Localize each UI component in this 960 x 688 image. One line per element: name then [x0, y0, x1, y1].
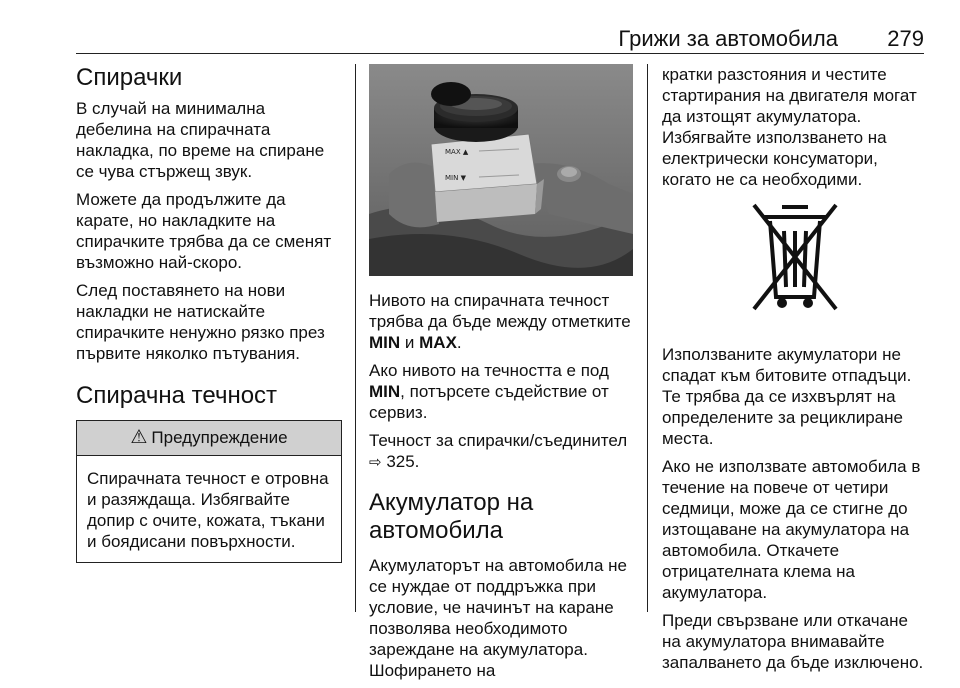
- warning-title: Предупреждение: [151, 428, 288, 447]
- text-run: и: [404, 333, 415, 352]
- warning-box: [76, 420, 342, 563]
- column-right: [662, 64, 928, 680]
- warning-triangle-icon: ⚠: [130, 427, 148, 448]
- column-divider: [355, 64, 356, 612]
- battery-paragraph: Използваните акумулатори не спадат към битовите отпадъци. Те трябва да се изхвърлят на определените за рециклиране места.: [662, 345, 912, 448]
- battery-paragraph: кратки разстояния и честите стартирания на двигателя могат да изтощят акумулатора. Избягвайте използването на електрически консуматори, когато не са необходими.: [662, 65, 917, 189]
- text-run: Нивото на спирачната течност трябва да бъде между отметките: [369, 291, 631, 331]
- max-mark: MAX ▲: [445, 148, 469, 156]
- battery-paragraph: Преди свързване или откачане на акумулатора внимавайте запалването да бъде изключено.: [662, 611, 924, 672]
- crossed-out-bin-icon: [740, 197, 850, 327]
- column-left: [76, 64, 342, 563]
- text-run: , потърсете съдействие от сервиз.: [369, 382, 609, 422]
- fluid-level-paragraph: [369, 290, 633, 353]
- brakes-paragraph: След поставянето на нови накладки не натискайте спирачките ненужно рязко през първите няколко пътувания.: [76, 281, 325, 363]
- page-header: [76, 16, 924, 54]
- text-run: .: [456, 333, 462, 352]
- battery-paragraph: Акумулаторът на автомобила не се нуждае от поддръжка при условие, че начинът на каране позволява необходимото зареждане на акумулатора. Шофирането на: [369, 556, 627, 680]
- reference-arrow-icon: ⇨: [369, 454, 382, 471]
- bin-symbol-wrap: [662, 197, 928, 332]
- page-reference: 325.: [386, 452, 420, 471]
- brakes-paragraph: Можете да продължите да карате, но накладките на спирачките трябва да се сменят възможно най-скоро.: [76, 190, 332, 272]
- warning-text: Спирачната течност е отровна и разяждаща. Избягвайте допир с очите, кожата, тъкани и боядисани повърхности.: [87, 469, 329, 551]
- header-title: Грижи за автомобила: [618, 26, 838, 51]
- brake-fluid-reservoir-photo: [369, 64, 633, 276]
- min-label: MIN: [369, 382, 401, 401]
- column-divider: [647, 64, 648, 612]
- min-mark: MIN ▼: [445, 174, 466, 182]
- min-label: MIN: [369, 333, 401, 352]
- column-middle: [369, 64, 633, 688]
- warning-body: [77, 456, 341, 562]
- brakes-heading: Спирачки: [76, 64, 183, 91]
- battery-heading: Акумулатор на автомобила: [369, 489, 534, 544]
- page-number: 279: [887, 26, 924, 51]
- brake-fluid-heading: Спирачна течност: [76, 382, 278, 409]
- text-run: Ако нивото на течността е под: [369, 361, 609, 380]
- max-label: MAX: [419, 333, 457, 352]
- warning-header: [77, 421, 341, 456]
- header-rule: [76, 53, 924, 54]
- fluid-below-min-paragraph: [369, 360, 633, 423]
- fluid-reference-paragraph: [369, 430, 633, 473]
- text-run: Течност за спирачки/съединител: [369, 431, 628, 450]
- brakes-paragraph: В случай на минимална дебелина на спирачната накладка, по време на спиране се чува стържещ звук.: [76, 99, 325, 181]
- battery-paragraph: Ако не използвате автомобила в течение на повече от четири седмици, може да се стигне до изтощаване на акумулатора на автомобила. Откачете отрицателната клема на акумулатора.: [662, 457, 921, 602]
